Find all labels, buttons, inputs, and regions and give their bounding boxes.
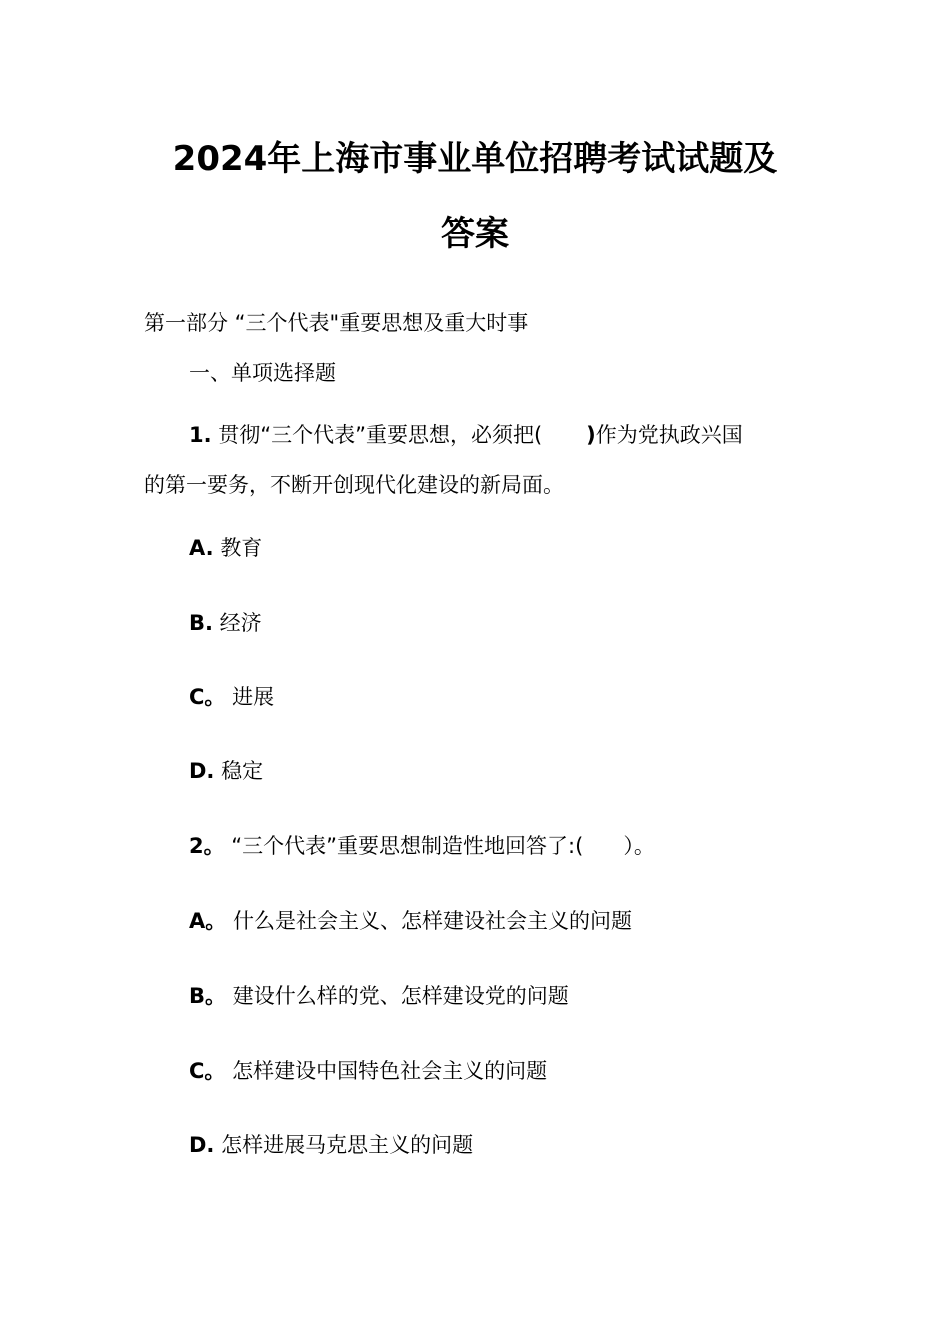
option-text: 经济 [219,611,262,635]
option-letter: A. [189,536,214,560]
option-letter: C。 [189,1059,226,1083]
option-b [189,609,262,637]
document-title-line1: 2024年上海市事业单位招聘考试试题及 [172,139,778,179]
option-text: 什么是社会主义、怎样建设社会主义的问题 [226,909,632,933]
option-text: 教育 [220,536,263,560]
option-text: 怎样建设中国特色社会主义的问题 [225,1059,548,1083]
question-1-stem-line1 [189,421,743,449]
option-letter: B. [189,611,213,635]
option-letter: D. [189,1133,215,1157]
option-b [189,982,569,1010]
document-title-line2: 答案 [441,214,509,254]
option-d [189,757,263,785]
question-number: 1. [189,423,212,447]
section-heading: 一、单项选择题 [189,361,336,385]
question-stem: “三个代表”重要思想制造性地回答了:( [224,834,584,858]
answer-blank: ）。 [583,834,655,858]
question-number: 2。 [189,834,225,858]
option-letter: C。 [189,685,226,709]
option-text: 稳定 [221,759,264,783]
option-text: 进展 [225,685,275,709]
option-a [189,907,632,935]
option-text: 怎样进展马克思主义的问题 [221,1133,474,1157]
option-text: 建设什么样的党、怎样建设党的问题 [226,984,569,1008]
question-stem-tail: 作为党执政兴国 [595,423,743,447]
answer-blank: ) [542,423,596,447]
question-1-stem-line2: 的第一要务，不断开创现代化建设的新局面。 [144,473,564,497]
option-letter: A。 [189,909,227,933]
option-c [189,683,274,711]
option-a [189,534,262,562]
question-stem: 贯彻“三个代表”重要思想，必须把( [218,423,543,447]
option-d [189,1131,473,1159]
option-letter: B。 [189,984,227,1008]
question-2-stem [189,832,655,860]
part-heading: 第一部分 “三个代表"重要思想及重大时事 [144,311,529,335]
option-c [189,1057,547,1085]
option-letter: D. [189,759,215,783]
